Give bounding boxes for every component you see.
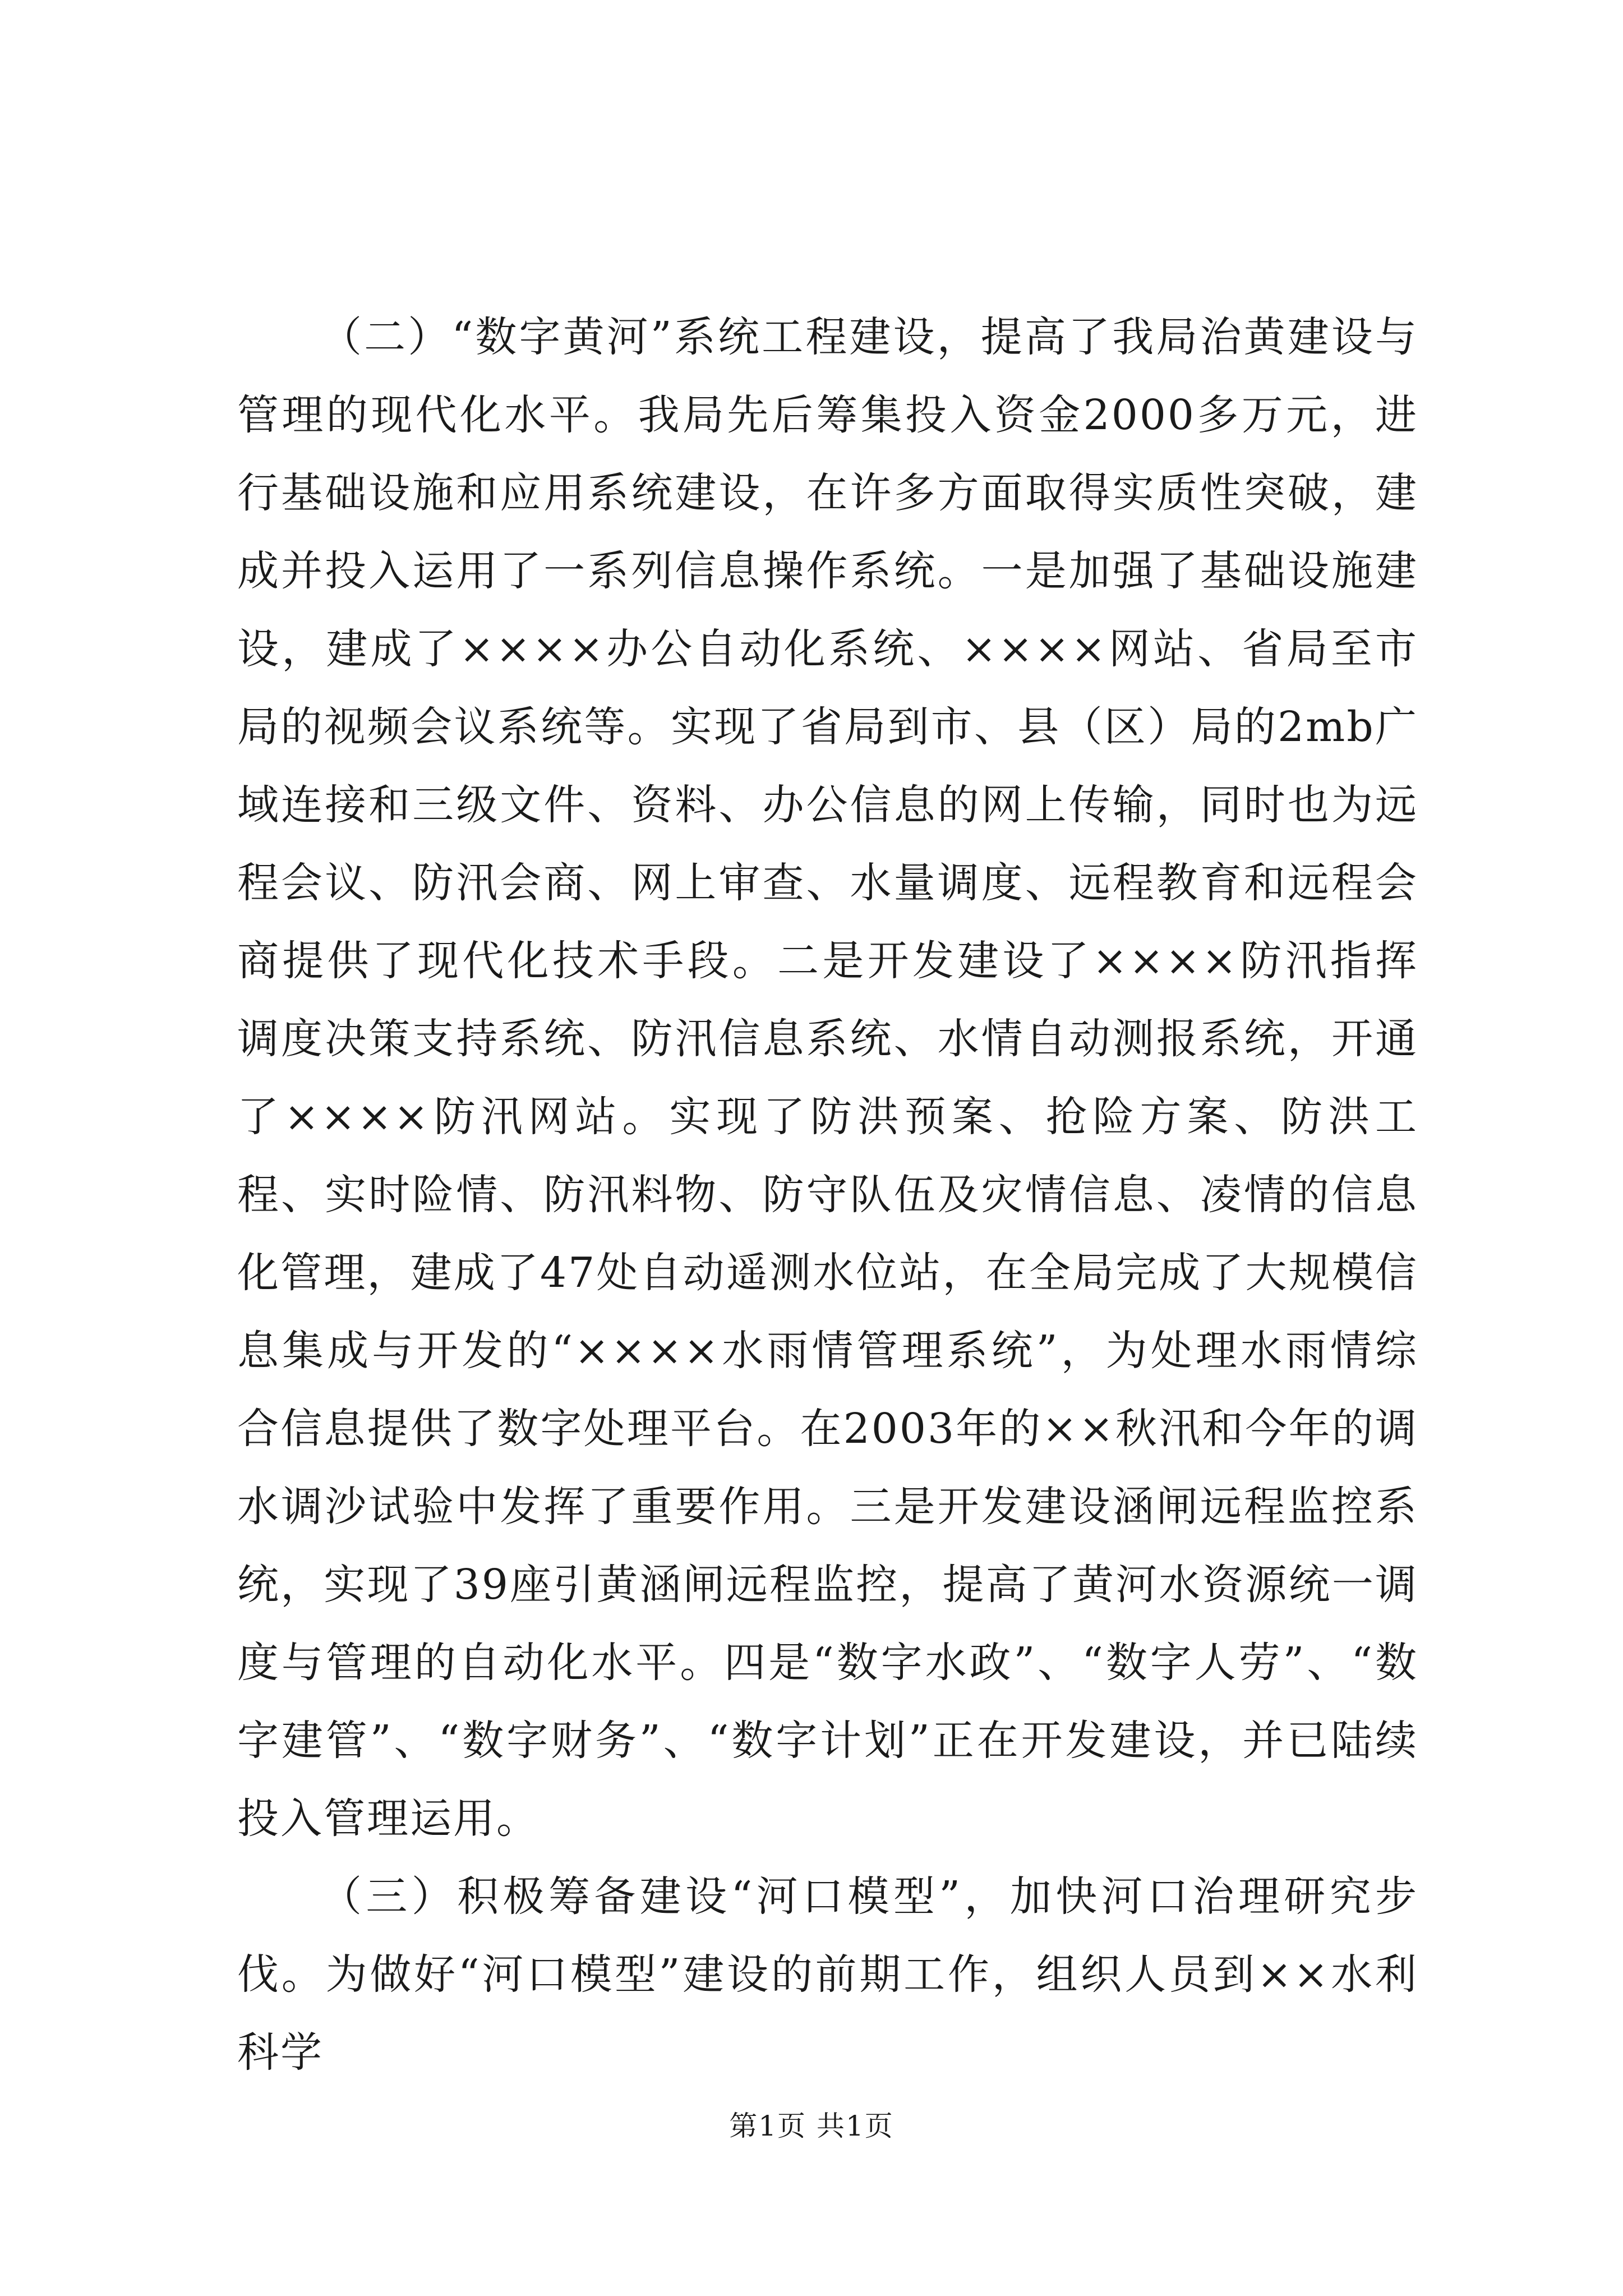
paragraph-estuary-model: （三）积极筹备建设“河口模型”，加快河口治理研究步伐。为做好“河口模型”建设的前期工作，组织人员到××水利科学 (237, 1872, 1418, 2077)
paragraph-digital-yellow-river: （二）“数字黄河”系统工程建设，提高了我局治黄建设与管理的现代化水平。我局先后筹集投入资金2000多万元，进行基础设施和应用系统建设，在许多方面取得实质性突破，建成并投入运用了一系列信息操作系统。一是加强了基础设施建设，建成了××××办公自动化系统、××××网站、省局至市局的视频会议系统等。实现了省局到市、县（区）局的2mb广域连接和三级文件、资料、办公信息的网上传输，同时也为远程会议、防汛会商、网上审查、水量调度、远程教育和远程会商提供了现代化技术手段。二是开发建设了××××防汛指挥调度决策支持系统、防汛信息系统、水情自动测报系统，开通了××××防汛网站。实现了防洪预案、抢险方案、防洪工程、实时险情、防汛料物、防守队伍及灾情信息、凌情的信息化管理，建成了47处自动遥测水位站，在全局完成了大规模信息集成与开发的“××××水雨情管理系统”，为处理水雨情综合信息提供了数字处理平台。在2003年的××秋汛和今年的调水调沙试验中发挥了重要作用。三是开发建设涵闸远程监控系统，实现了39座引黄涵闸远程监控，提高了黄河水资源统一调度与管理的自动化水平。四是“数字水政”、“数字人劳”、“数字建管”、“数字财务”、“数字计划”正在开发建设，并已陆续投入管理运用。 (237, 313, 1418, 1843)
document-body (237, 298, 1418, 2092)
page-footer: 第1页 共1页 (729, 2110, 894, 2142)
